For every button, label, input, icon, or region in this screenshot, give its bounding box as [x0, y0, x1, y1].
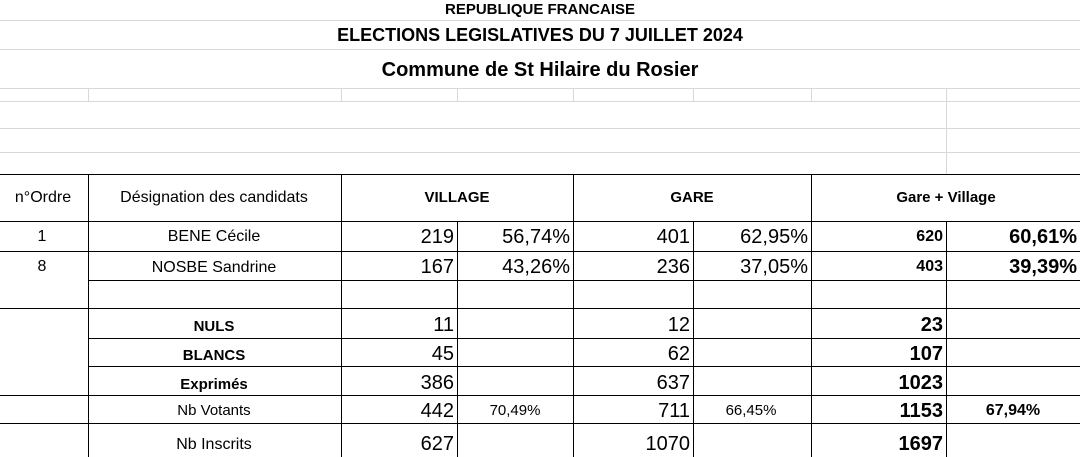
gare-pct: 37,05% [740, 256, 808, 278]
nuls-village: 11 [433, 314, 454, 336]
gare-pct: 62,95% [740, 226, 808, 248]
votants-gare: 711 [658, 400, 690, 422]
candidate-name: NOSBE Sandrine [151, 259, 277, 276]
commune-title: Commune de St Hilaire du Rosier [381, 59, 699, 81]
blancs-label: BLANCS [182, 347, 246, 364]
total-pct: 39,39% [1009, 256, 1077, 278]
election-title: ELECTIONS LEGISLATIVES DU 7 JUILLET 2024 [337, 25, 743, 45]
blancs-total: 107 [909, 343, 943, 365]
village-votes: 219 [420, 226, 454, 248]
village-pct: 43,26% [502, 256, 570, 278]
exprimes-label: Exprimés [180, 376, 248, 393]
total-votes: 620 [916, 228, 943, 245]
total-votes: 403 [916, 258, 943, 275]
votants-total: 1153 [899, 400, 943, 422]
header-total: Gare + Village [896, 189, 996, 206]
votants-total-pct: 67,94% [985, 402, 1041, 419]
exprimes-gare: 637 [656, 372, 690, 394]
inscrits-village: 627 [420, 433, 454, 455]
header-candidates: Désignation des candidats [120, 189, 308, 206]
votants-village-pct: 70,49% [489, 402, 541, 419]
exprimes-village: 386 [420, 372, 454, 394]
nuls-gare: 12 [667, 314, 690, 336]
header-village: VILLAGE [424, 189, 490, 206]
village-votes: 167 [420, 256, 454, 278]
country-title: REPUBLIQUE FRANCAISE [444, 1, 636, 18]
inscrits-total: 1697 [898, 433, 943, 455]
nuls-total: 23 [920, 314, 943, 336]
header-order: n°Ordre [14, 189, 72, 206]
gare-votes: 236 [656, 256, 690, 278]
votants-label: Nb Votants [177, 402, 251, 419]
candidate-order: 1 [37, 228, 47, 245]
exprimes-total: 1023 [898, 372, 943, 394]
candidate-order: 8 [37, 258, 47, 275]
header-gare: GARE [670, 189, 714, 206]
votants-gare-pct: 66,45% [725, 402, 777, 419]
inscrits-label: Nb Inscrits [176, 436, 252, 453]
candidate-name: BENE Cécile [167, 228, 261, 245]
blancs-village: 45 [431, 343, 454, 365]
village-pct: 56,74% [502, 226, 570, 248]
nuls-label: NULS [193, 318, 235, 335]
gare-votes: 401 [656, 226, 690, 248]
votants-village: 442 [420, 400, 454, 422]
blancs-gare: 62 [667, 343, 690, 365]
inscrits-gare: 1070 [645, 433, 690, 455]
total-pct: 60,61% [1009, 226, 1077, 248]
